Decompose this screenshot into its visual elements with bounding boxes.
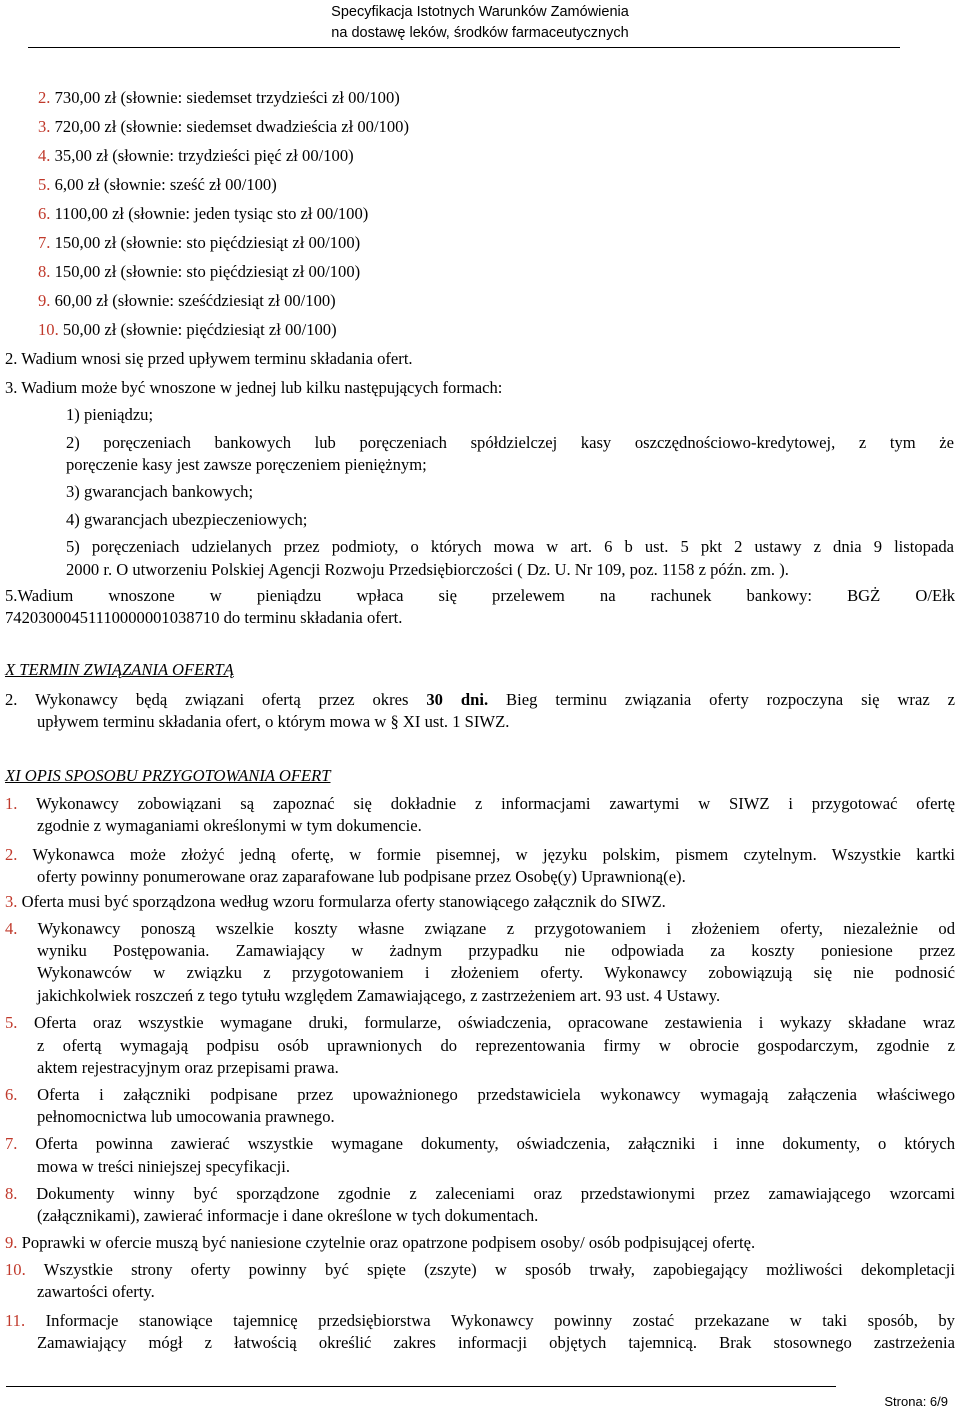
section-xi-item-continuation: Zamawiający mógł z łatwością określić zakres informacji objętych tajemnicą. Brak stosownego zastrzeżenia bbox=[37, 1333, 955, 1352]
section-xi-item-number: 4. bbox=[5, 919, 18, 938]
list-item-text: 730,00 zł (słownie: siedemset trzydzieści zł 00/100) bbox=[54, 88, 400, 107]
list-item bbox=[38, 146, 354, 166]
section-x-bold-period: 30 dni. bbox=[426, 690, 489, 709]
section-xi-item-text: Wszystkie strony oferty powinny być spięte (zszyte) w sposób trwały, zapobiegający możliwości dekompletacji bbox=[43, 1260, 955, 1279]
list-item-number: 8. bbox=[38, 262, 51, 281]
list-item-text: 1100,00 zł (słownie: jeden tysiąc sto zł 00/100) bbox=[54, 204, 369, 223]
list-item-text: 150,00 zł (słownie: sto pięćdziesiąt zł 00/100) bbox=[54, 262, 361, 281]
list-item-number: 9. bbox=[38, 291, 51, 310]
section-xi-item-text: Informacje stanowiące tajemnicę przedsiębiorstwa Wykonawcy powinny zostać przekazane w taki sposób, by bbox=[45, 1311, 955, 1330]
section-x-paragraph-line-2: upływem terminu składania ofert, o którym mowa w § XI ust. 1 SIWZ. bbox=[37, 712, 510, 731]
section-xi-item-number: 7. bbox=[5, 1134, 18, 1153]
section-xi-item-continuation: zgodnie z wymaganiami określonymi w tym dokumencie. bbox=[37, 816, 422, 835]
section-xi-item bbox=[5, 892, 666, 912]
section-heading-x: X TERMIN ZWIĄZANIA OFERTĄ bbox=[5, 660, 234, 679]
list-item-text: 150,00 zł (słownie: sto pięćdziesiąt zł 00/100) bbox=[54, 233, 361, 252]
section-xi-item bbox=[5, 1184, 955, 1204]
section-xi-item-text: Wykonawcy ponoszą wszelkie koszty własne związane z przygotowaniem i złożeniem oferty, niezależnie od bbox=[37, 919, 955, 938]
list-item-text: 6,00 zł (słownie: sześć zł 00/100) bbox=[54, 175, 277, 194]
section-xi-item-number: 3. bbox=[5, 892, 18, 911]
list-item-number: 3. bbox=[38, 117, 51, 136]
section-xi-item-number: 10. bbox=[5, 1260, 26, 1279]
list-item-text: 60,00 zł (słownie: sześćdziesiąt zł 00/100) bbox=[54, 291, 336, 310]
wadium-paragraph-2: 2. Wadium wnosi się przed upływem terminu składania ofert. bbox=[5, 349, 413, 368]
wadium-form-3: 3) gwarancjach bankowych; bbox=[66, 482, 254, 501]
section-xi-item bbox=[5, 1233, 755, 1253]
section-xi-item bbox=[5, 1013, 955, 1033]
section-xi-item-text: Oferta musi być sporządzona według wzoru formularza oferty stanowiącego załącznik do SIWZ. bbox=[21, 892, 666, 911]
section-xi-item bbox=[5, 919, 955, 939]
section-xi-item bbox=[5, 1134, 955, 1154]
wadium-form-4: 4) gwarancjach ubezpieczeniowych; bbox=[66, 510, 308, 529]
page-header bbox=[0, 0, 960, 44]
list-item bbox=[38, 320, 337, 340]
header-divider bbox=[28, 47, 900, 48]
section-xi-item-continuation: (załącznikami), zawierać informacje i dane określone w tych dokumentach. bbox=[37, 1206, 539, 1225]
section-xi-item bbox=[5, 1311, 955, 1331]
wadium-form-5-line-2: 2000 r. O utworzeniu Polskiej Agencji Rozwoju Przedsiębiorczości ( Dz. U. Nr 109, poz. 1158 z późn. zm. ). bbox=[66, 560, 789, 579]
section-xi-item bbox=[5, 1085, 955, 1105]
section-xi-item bbox=[5, 1260, 955, 1280]
section-xi-item-number: 6. bbox=[5, 1085, 18, 1104]
section-xi-item-continuation: wyniku Postępowania. Zamawiający w żadnym przypadku nie odpowiada za koszty poniesione przez bbox=[37, 941, 955, 960]
list-item bbox=[38, 204, 368, 224]
section-xi-item-continuation: jakichkolwiek roszczeń z tego tytułu względem Zamawiającego, z zastrzeżeniem art. 93 ust. 4 Ustawy. bbox=[37, 986, 721, 1005]
list-item-number: 6. bbox=[38, 204, 51, 223]
section-xi-item-number: 5. bbox=[5, 1013, 18, 1032]
wadium-form-2-line-2: poręczenie kasy jest zawsze poręczeniem pieniężnym; bbox=[66, 455, 427, 474]
list-item-text: 720,00 zł (słownie: siedemset dwadzieścia zł 00/100) bbox=[54, 117, 409, 136]
section-xi-item-text: Poprawki w ofercie muszą być naniesione czytelnie oraz opatrzone podpisem osoby/ osób podpisującej ofertę. bbox=[21, 1233, 756, 1252]
list-item bbox=[38, 291, 336, 311]
section-xi-item-continuation: mowa w treści niniejszej specyfikacji. bbox=[37, 1157, 290, 1176]
section-x-text-b: Bieg terminu związania oferty rozpoczyna się wraz z bbox=[488, 690, 955, 709]
section-xi-item bbox=[5, 845, 955, 865]
list-item bbox=[38, 262, 360, 282]
section-xi-item-continuation: pełnomocnictwa lub umocowania prawnego. bbox=[37, 1107, 335, 1126]
list-item-number: 7. bbox=[38, 233, 51, 252]
list-item bbox=[38, 175, 277, 195]
section-xi-item-continuation: oferty powinny ponumerowane oraz zaparafowane lub podpisane przez Osobę(y) Uprawnioną(e). bbox=[37, 867, 686, 886]
wadium-paragraph-3: 3. Wadium może być wnoszone w jednej lub kilku następujących formach: bbox=[5, 378, 503, 397]
section-x-text-a: 2. Wykonawcy będą związani ofertą przez okres bbox=[5, 690, 427, 709]
list-item-number: 4. bbox=[38, 146, 51, 165]
section-xi-item bbox=[5, 794, 955, 814]
list-item bbox=[38, 88, 400, 108]
section-heading-xi: XI OPIS SPOSOBU PRZYGOTOWANIA OFERT bbox=[5, 766, 331, 785]
list-item-text: 35,00 zł (słownie: trzydzieści pięć zł 00/100) bbox=[54, 146, 354, 165]
footer-divider bbox=[6, 1386, 836, 1387]
section-xi-item-number: 2. bbox=[5, 845, 18, 864]
list-item-number: 10. bbox=[38, 320, 59, 339]
page-number: Strona: 6/9 bbox=[884, 1394, 948, 1409]
section-xi-item-text: Oferta powinna zawierać wszystkie wymagane dokumenty, oświadczenia, załączniki i inne dokumenty, o których bbox=[35, 1134, 955, 1153]
section-xi-item-number: 9. bbox=[5, 1233, 18, 1252]
list-item bbox=[38, 233, 360, 253]
header-subtitle: na dostawę leków, środków farmaceutycznych bbox=[331, 25, 629, 41]
section-xi-item-continuation: aktem rejestracyjnym oraz przepisami prawa. bbox=[37, 1058, 339, 1077]
section-xi-item-continuation: z ofertą wymagają podpisu osób uprawnionych do reprezentowania firmy w obrocie gospodarczym, zgodnie z bbox=[37, 1036, 955, 1055]
section-xi-item-text: Dokumenty winny być sporządzone zgodnie z zaleceniami oraz przedstawionymi przez zamawiającego wzorcami bbox=[36, 1184, 955, 1203]
wadium-form-2-line-1: 2) poręczeniach bankowych lub poręczeniach spółdzielczej kasy oszczędnościowo-kredytowej, z tym że bbox=[66, 433, 954, 452]
list-item-number: 5. bbox=[38, 175, 51, 194]
section-xi-item-text: Oferta i załączniki podpisane przez upoważnionego przedstawiciela wykonawcy wymagają załączenia właściwego bbox=[37, 1085, 955, 1104]
section-xi-item-continuation: Wykonawców w związku z przygotowaniem i złożeniem oferty. Wykonawcy zobowiązują się nie podnosić bbox=[37, 963, 955, 982]
wadium-paragraph-5-line-1: 5.Wadium wnoszone w pieniądzu wpłaca się przelewem na rachunek bankowy: BGŻ O/Ełk bbox=[5, 586, 955, 605]
list-item-number: 2. bbox=[38, 88, 51, 107]
section-xi-item-number: 8. bbox=[5, 1184, 18, 1203]
wadium-paragraph-5-line-2: 74203000451110000001038710 do terminu składania ofert. bbox=[5, 608, 403, 627]
list-item-text: 50,00 zł (słownie: pięćdziesiąt zł 00/100) bbox=[62, 320, 337, 339]
section-xi-item-text: Wykonawca może złożyć jedną ofertę, w formie pisemnej, w języku polskim, pismem czytelnym. Wszystkie kartki bbox=[32, 845, 955, 864]
section-xi-item-number: 11. bbox=[5, 1311, 26, 1330]
wadium-form-5-line-1: 5) poręczeniach udzielanych przez podmioty, o których mowa w art. 6 b ust. 5 pkt 2 ustawy z dnia 9 listopada bbox=[66, 537, 954, 556]
section-x-paragraph-line-1 bbox=[5, 690, 955, 710]
wadium-form-1: 1) pieniądzu; bbox=[66, 405, 154, 424]
section-xi-item-text: Wykonawcy zobowiązani są zapoznać się dokładnie z informacjami zawartymi w SIWZ i przygotować ofertę bbox=[35, 794, 955, 813]
section-xi-item-continuation: zawartości oferty. bbox=[37, 1282, 155, 1301]
header-title: Specyfikacja Istotnych Warunków Zamówienia bbox=[331, 4, 629, 20]
section-xi-item-text: Oferta oraz wszystkie wymagane druki, formularze, oświadczenia, opracowane zestawienia i wykazy składane wraz bbox=[34, 1013, 955, 1032]
section-xi-item-number: 1. bbox=[5, 794, 18, 813]
list-item bbox=[38, 117, 409, 137]
